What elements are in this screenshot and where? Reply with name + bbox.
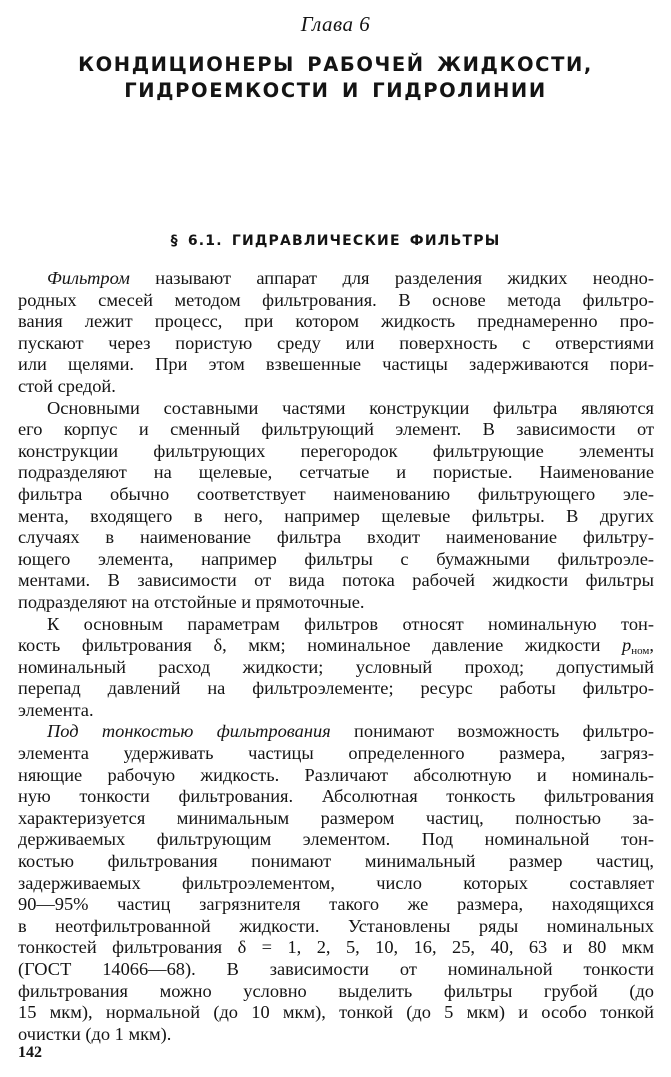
paragraph-4-line: в неотфильтрованной жидкости. Установлены ряды номинальных [18,915,654,936]
term-filtration-fineness: Под тонкостью фильтрования [47,721,331,742]
paragraph-1-line: вания лежит процесс, при котором жидкость преднамеренно про- [18,311,654,332]
paragraph-1-line: или щелями. При этом взвешенные частицы задерживаются пори- [18,354,654,375]
paragraph-3-line: кость фильтрования δ, мкм; номинальное давление жидкости $p_{ном}$, [18,635,654,658]
paragraph-4-line: держиваемых фильтрующим элементом. Под номинальной тон- [18,829,654,850]
paragraph-2-line: ющего элемента, например фильтры с бумажными фильтроэле- [18,548,654,569]
paragraph-2-line: подразделяют на отстойные и прямоточные. [18,591,365,612]
chapter-title-line-2: ГИДРОЕМКОСТИ И ГИДРОЛИНИИ [124,79,547,102]
paragraph-2-line: случаях в наименование фильтра входит наименование фильтру- [18,527,654,548]
paragraph-4-line: элемента удерживать частицы определенного размера, загряз- [18,743,654,764]
paragraph-2-line: ментами. В зависимости от вида потока рабочей жидкости фильтры [18,570,654,591]
paragraph-3-line: перепад давлений на фильтроэлементе; ресурс работы фильтро- [18,678,654,699]
page-number: 142 [18,1044,42,1061]
paragraph-3-line: номинальный расход жидкости; условный проход; допустимый [18,656,654,677]
paragraph-1-line: родных смесей методом фильтрования. В основе метода фильтро- [18,289,654,310]
chapter-label: Глава 6 [300,12,371,36]
paragraph-3-line: элемента. [18,699,94,720]
body-text [18,268,654,1045]
pressure-subscript: ном [631,645,650,658]
paragraph-4-line: фильтрования можно условно выделить фильтры грубой (до [18,980,654,1001]
paragraph-2-line: мента, входящего в него, например щелевые фильтры. В других [18,505,654,526]
paragraph-1-line: стой средой. [18,375,116,396]
paragraph-4-line: костью фильтрования понимают минимальный размер частиц, [18,851,654,872]
term-filter: Фильтром [47,268,130,288]
paragraph-4-line: характеризуется минимальным размером частиц, полностью за- [18,807,654,828]
paragraph-4-line: тонкостей фильтрования δ = 1, 2, 5, 10, 16, 25, 40, 63 и 80 мкм [18,937,654,958]
section-title: § 6.1. ГИДРАВЛИЧЕСКИЕ ФИЛЬТРЫ [170,233,501,249]
paragraph-1-line: Фильтром называют аппарат для разделения жидких неодно- [47,268,654,288]
paragraph-4-line: няющие рабочую жидкость. Различают абсолютную и номиналь- [18,764,654,785]
paragraph-2-line: его корпус и сменный фильтрующий элемент. В зависимости от [18,419,654,440]
paragraph-4-line: задерживаемых фильтроэлементом, число которых составляет [18,872,654,893]
paragraph-4-line: Под тонкостью фильтрования понимают возможность фильтро- [47,721,654,742]
paragraph-2-line: фильтра обычно соответствует наименованию фильтрующего эле- [18,483,654,504]
chapter-title [60,52,611,104]
paragraph-4-line: очистки (до 1 мкм). [18,1023,172,1044]
paragraph-2-line: подразделяют на щелевые, сетчатые и пористые. Наименование [18,462,654,483]
paragraph-2-line: конструкции фильтрующих перегородок фильтрующие элементы [18,440,654,461]
paragraph-4-line: ную тонкости фильтрования. Абсолютная тонкость фильтрования [18,786,654,807]
paragraph-4-line: 90—95% частиц загрязнителя такого же размера, находящихся [18,894,654,915]
pressure-symbol: p [622,635,632,656]
paragraph-1-line: пускают через пористую среду или поверхность с отверстиями [18,332,654,353]
paragraph-2-line: Основными составными частями конструкции фильтра являются [47,397,654,418]
chapter-title-line-1: КОНДИЦИОНЕРЫ РАБОЧЕЙ ЖИДКОСТИ, [78,53,593,76]
paragraph-4-line: 15 мкм), нормальной (до 10 мкм), тонкой (до 5 мкм) и особо тонкой [18,1002,654,1023]
paragraph-3-line: К основным параметрам фильтров относят номинальную тон- [47,613,654,634]
paragraph-4-line: (ГОСТ 14066—68). В зависимости от номинальной тонкости [18,959,654,979]
